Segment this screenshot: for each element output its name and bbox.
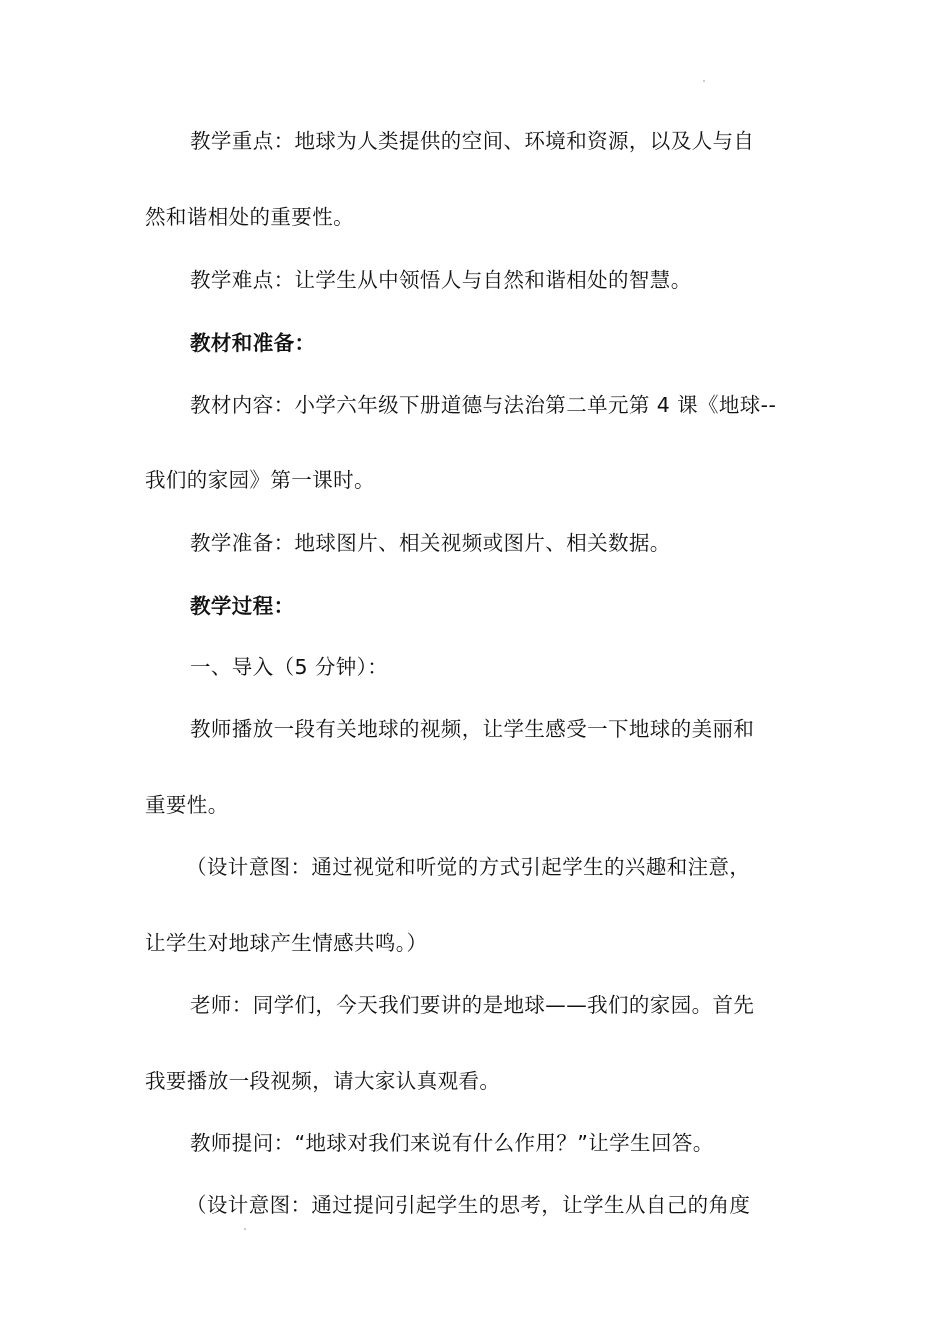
materials-content-line-2: 我们的家园》第一课时。 (145, 468, 375, 492)
teaching-preparation: 教学准备：地球图片、相关视频或图片、相关数据。 (190, 531, 671, 555)
design-intent-1-line-1: （设计意图：通过视觉和听觉的方式引起学生的兴趣和注意， (186, 855, 751, 879)
teacher-speech-line-2: 我要播放一段视频，请大家认真观看。 (145, 1069, 501, 1093)
teacher-question: 教师提问：“地球对我们来说有什么作用？”让学生回答。 (190, 1131, 714, 1155)
speck-mark (244, 1228, 246, 1230)
teaching-focus-line-2: 然和谐相处的重要性。 (145, 205, 354, 229)
teaching-difficulty: 教学难点：让学生从中领悟人与自然和谐相处的智慧。 (190, 268, 692, 292)
video-paragraph-line-2: 重要性。 (145, 793, 229, 817)
video-paragraph-line-1: 教师播放一段有关地球的视频，让学生感受一下地球的美丽和 (190, 717, 755, 741)
materials-content-line-1: 教材内容：小学六年级下册道德与法治第二单元第 4 课《地球-- (190, 393, 777, 417)
section-intro-heading: 一、导入（5 分钟）： (190, 655, 389, 679)
speck-mark (703, 80, 705, 82)
design-intent-2-line-1: （设计意图：通过提问引起学生的思考，让学生从自己的角度 (186, 1193, 751, 1217)
teaching-focus-line-1: 教学重点：地球为人类提供的空间、环境和资源，以及人与自 (190, 129, 755, 153)
process-heading: 教学过程： (190, 594, 295, 618)
teacher-speech-line-1: 老师：同学们，今天我们要讲的是地球——我们的家园。首先 (190, 993, 755, 1017)
design-intent-1-line-2: 让学生对地球产生情感共鸣。） (145, 931, 428, 955)
materials-heading: 教材和准备： (190, 331, 316, 355)
